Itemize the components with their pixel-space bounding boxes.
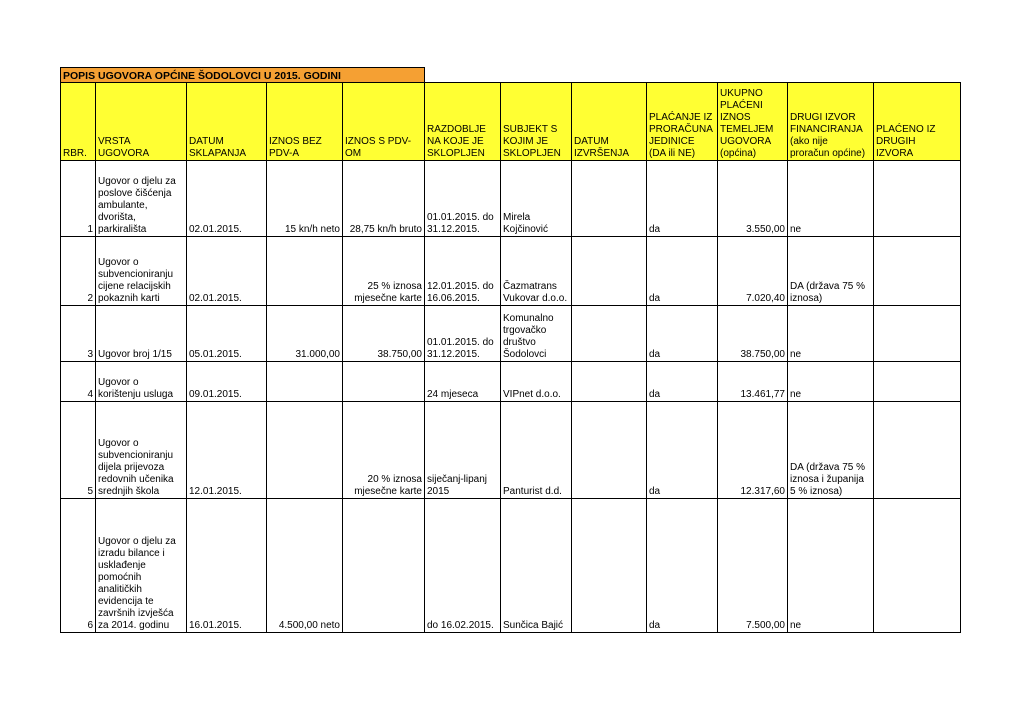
cell-izvrsenje [572,499,647,633]
cell-rbr: 4 [61,362,96,402]
cell-izvrsenje [572,306,647,362]
contracts-sheet [60,67,961,633]
table-row [61,161,961,237]
cell-s-pdv: 20 % iznosa mjesečne karte [343,402,425,499]
cell-placeno-drugi [874,237,961,306]
cell-razdoblje: do 16.02.2015. [425,499,501,633]
header-subjekt: SUBJEKT S KOJIM JE SKLOPLJEN [501,83,572,161]
cell-razdoblje: 12.01.2015. do 16.06.2015. [425,237,501,306]
cell-s-pdv: 38.750,00 [343,306,425,362]
cell-subjekt: Komunalno trgovačko društvo Šodolovci [501,306,572,362]
cell-subjekt: Panturist d.d. [501,402,572,499]
cell-datum: 02.01.2015. [187,161,267,237]
cell-placeno-drugi [874,402,961,499]
header-razdoblje: RAZDOBLJE NA KOJE JE SKLOPLJEN [425,83,501,161]
cell-datum: 09.01.2015. [187,362,267,402]
cell-ukupno: 12.317,60 [718,402,788,499]
table-row [61,237,961,306]
cell-bez-pdv: 31.000,00 [267,306,343,362]
header-placeno-drugi: PLAĆENO IZ DRUGIH IZVORA [874,83,961,161]
contracts-table [60,67,961,633]
header-izvrsenje: DATUM IZVRŠENJA [572,83,647,161]
table-row [61,402,961,499]
cell-drugi-izvor: ne [788,499,874,633]
cell-s-pdv: 25 % iznosa mjesečne karte [343,237,425,306]
cell-placanje: da [647,306,718,362]
cell-drugi-izvor: ne [788,306,874,362]
table-row [61,499,961,633]
header-vrsta: VRSTA UGOVORA [96,83,187,161]
cell-izvrsenje [572,402,647,499]
cell-bez-pdv [267,402,343,499]
cell-placeno-drugi [874,499,961,633]
cell-rbr: 3 [61,306,96,362]
header-drugi-izvor: DRUGI IZVOR FINANCIRANJA (ako nije proračun općine) [788,83,874,161]
table-row [61,306,961,362]
cell-rbr: 2 [61,237,96,306]
cell-placanje: da [647,161,718,237]
cell-datum: 12.01.2015. [187,402,267,499]
cell-drugi-izvor: ne [788,161,874,237]
cell-s-pdv [343,362,425,402]
header-s-pdv: IZNOS S PDV- OM [343,83,425,161]
header-ukupno: UKUPNO PLAĆENI IZNOS TEMELJEM UGOVORA (općina) [718,83,788,161]
cell-placeno-drugi [874,306,961,362]
cell-rbr: 5 [61,402,96,499]
cell-datum: 05.01.2015. [187,306,267,362]
cell-rbr: 1 [61,161,96,237]
cell-placanje: da [647,362,718,402]
cell-drugi-izvor: ne [788,362,874,402]
cell-bez-pdv [267,237,343,306]
cell-subjekt: Sunčica Bajić [501,499,572,633]
cell-vrsta: Ugovor o djelu za izradu bilance i usklađenje pomoćnih analitičkih evidencija te završnih izvješća za 2014. godinu [96,499,187,633]
cell-rbr: 6 [61,499,96,633]
cell-placeno-drugi [874,161,961,237]
title-spacer [425,68,961,83]
cell-s-pdv [343,499,425,633]
cell-bez-pdv: 4.500,00 neto [267,499,343,633]
cell-vrsta: Ugovor o subvencioniranju cijene relacijskih pokaznih karti [96,237,187,306]
cell-bez-pdv: 15 kn/h neto [267,161,343,237]
cell-placanje: da [647,402,718,499]
cell-ukupno: 13.461,77 [718,362,788,402]
header-bez-pdv: IZNOS BEZ PDV-A [267,83,343,161]
cell-vrsta: Ugovor o subvencioniranju dijela prijevoza redovnih učenika srednjih škola [96,402,187,499]
cell-subjekt: Čazmatrans Vukovar d.o.o. [501,237,572,306]
cell-datum: 02.01.2015. [187,237,267,306]
cell-izvrsenje [572,237,647,306]
cell-ukupno: 3.550,00 [718,161,788,237]
cell-bez-pdv [267,362,343,402]
cell-subjekt: Mirela Kojčinović [501,161,572,237]
cell-placanje: da [647,237,718,306]
cell-ukupno: 7.020,40 [718,237,788,306]
cell-izvrsenje [572,161,647,237]
cell-datum: 16.01.2015. [187,499,267,633]
cell-razdoblje: 24 mjeseca [425,362,501,402]
header-placanje: PLAĆANJE IZ PRORAČUNA JEDINICE (DA ili NE) [647,83,718,161]
cell-izvrsenje [572,362,647,402]
table-body [61,161,961,633]
cell-vrsta: Ugovor o djelu za poslove čišćenja ambulante, dvorišta, parkirališta [96,161,187,237]
table-title: POPIS UGOVORA OPĆINE ŠODOLOVCI U 2015. GODINI [61,68,425,83]
cell-ukupno: 7.500,00 [718,499,788,633]
cell-placeno-drugi [874,362,961,402]
cell-vrsta: Ugovor broj 1/15 [96,306,187,362]
header-row [61,83,961,161]
cell-placanje: da [647,499,718,633]
cell-vrsta: Ugovor o korištenju usluga [96,362,187,402]
cell-razdoblje: 01.01.2015. do 31.12.2015. [425,306,501,362]
cell-razdoblje: 01.01.2015. do 31.12.2015. [425,161,501,237]
table-row [61,362,961,402]
cell-drugi-izvor: DA (država 75 % iznosa i županija 5 % iznosa) [788,402,874,499]
cell-razdoblje: siječanj-lipanj 2015 [425,402,501,499]
header-rbr: RBR. [61,83,96,161]
header-datum: DATUM SKLAPANJA [187,83,267,161]
cell-s-pdv: 28,75 kn/h bruto [343,161,425,237]
cell-drugi-izvor: DA (država 75 % iznosa) [788,237,874,306]
cell-ukupno: 38.750,00 [718,306,788,362]
cell-subjekt: VIPnet d.o.o. [501,362,572,402]
